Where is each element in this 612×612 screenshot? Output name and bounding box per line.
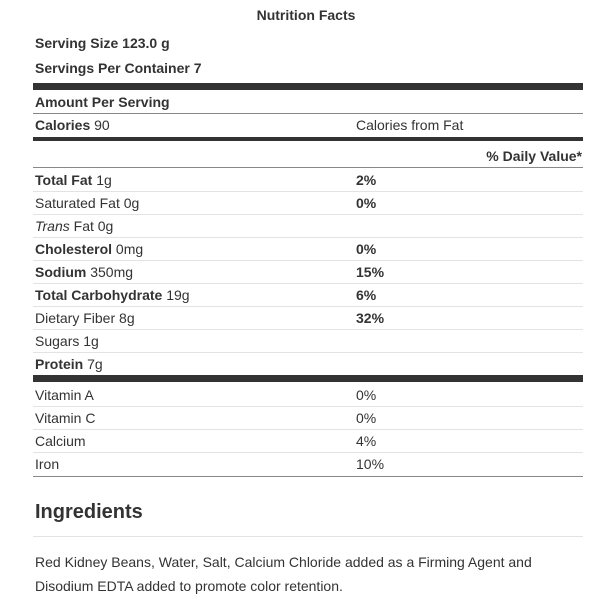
- divider-light: [33, 406, 583, 407]
- vitamin-dv: 0%: [356, 387, 377, 403]
- nutrient-label: Fat: [73, 218, 94, 234]
- nutrient-label: Cholesterol: [35, 241, 113, 257]
- divider-light: [33, 452, 583, 453]
- nutrient-dv: 2%: [356, 172, 377, 188]
- calories-value: 90: [94, 117, 110, 133]
- nutrient-dv: 32%: [356, 310, 385, 326]
- nutrient-dv: 15%: [356, 264, 385, 280]
- divider-light: [33, 329, 583, 330]
- divider-light: [33, 260, 583, 261]
- nutrient-dv: 6%: [356, 287, 377, 303]
- nutrient-protein: [35, 355, 103, 373]
- calories-from-fat-label: Calories from Fat: [356, 117, 464, 133]
- vitamin-label: Calcium: [35, 433, 86, 449]
- nutrient-amount: 0g: [97, 218, 114, 234]
- nutrient-label: Dietary Fiber: [35, 310, 116, 326]
- nutrient-dietary-fiber: [35, 309, 135, 327]
- servings-per-container-row: [35, 59, 202, 77]
- nutrition-facts-title: Nutrition Facts: [256, 7, 356, 23]
- nutrient-amount: 19g: [166, 287, 190, 303]
- vitamin-dv: 10%: [356, 456, 385, 472]
- nutrient-amount: 7g: [87, 356, 103, 372]
- amount-per-serving-label: Amount Per Serving: [35, 94, 170, 110]
- nutrient-dv: 0%: [356, 241, 377, 257]
- calories-label: Calories: [35, 117, 91, 133]
- vitamin-label: Vitamin A: [35, 387, 94, 403]
- divider-light: [33, 214, 583, 215]
- divider-light: [33, 237, 583, 238]
- divider-thin: [33, 113, 583, 114]
- divider-light: [33, 536, 583, 537]
- nutrient-label: Total Fat: [35, 172, 93, 188]
- nutrient-sodium: [35, 263, 133, 281]
- serving-size-row: [35, 34, 170, 52]
- daily-value-header: % Daily Value*: [486, 148, 582, 164]
- divider-light: [33, 352, 583, 353]
- divider-thin: [33, 476, 583, 477]
- servings-per-container-label: Servings Per Container: [35, 60, 190, 76]
- serving-size-label: Serving Size: [35, 35, 119, 51]
- divider-light: [33, 283, 583, 284]
- nutrient-label-italic: Trans: [35, 218, 70, 234]
- divider-light: [33, 306, 583, 307]
- vitamin-dv: 4%: [356, 433, 377, 449]
- serving-size-value: 123.0 g: [122, 35, 170, 51]
- vitamin-label: Vitamin C: [35, 410, 96, 426]
- ingredients-heading: Ingredients: [35, 501, 143, 523]
- nutrient-saturated-fat: [35, 194, 139, 212]
- nutrient-total-fat: [35, 171, 112, 189]
- nutrient-total-carbohydrate: [35, 286, 190, 304]
- divider-thin: [33, 167, 583, 168]
- servings-per-container-value: 7: [193, 60, 202, 76]
- calories-row: [35, 116, 110, 134]
- nutrient-amount: 1g: [83, 333, 99, 349]
- divider-light: [33, 191, 583, 192]
- nutrient-label: Sugars: [35, 333, 80, 349]
- ingredients-text: Red Kidney Beans, Water, Salt, Calcium Chloride added as a Firming Agent and Disodium EDTA added to promote color retention.: [35, 554, 532, 594]
- nutrient-amount: 0mg: [115, 241, 144, 257]
- divider-thick: [33, 83, 583, 90]
- nutrient-sugars: [35, 332, 99, 350]
- nutrient-label: Saturated Fat: [35, 195, 120, 211]
- divider-medium: [33, 137, 583, 141]
- nutrient-trans-fat: [35, 217, 113, 235]
- divider-thick: [33, 375, 583, 382]
- vitamin-dv: 0%: [356, 410, 377, 426]
- nutrient-amount: 8g: [119, 310, 135, 326]
- vitamin-label: Iron: [35, 456, 60, 472]
- nutrient-amount: 350mg: [90, 264, 134, 280]
- nutrient-label: Protein: [35, 356, 84, 372]
- nutrient-amount: 0g: [123, 195, 140, 211]
- nutrient-label: Total Carbohydrate: [35, 287, 163, 303]
- nutrient-dv: 0%: [356, 195, 377, 211]
- nutrient-cholesterol: [35, 240, 143, 258]
- divider-light: [33, 429, 583, 430]
- nutrient-label: Sodium: [35, 264, 87, 280]
- nutrient-amount: 1g: [96, 172, 112, 188]
